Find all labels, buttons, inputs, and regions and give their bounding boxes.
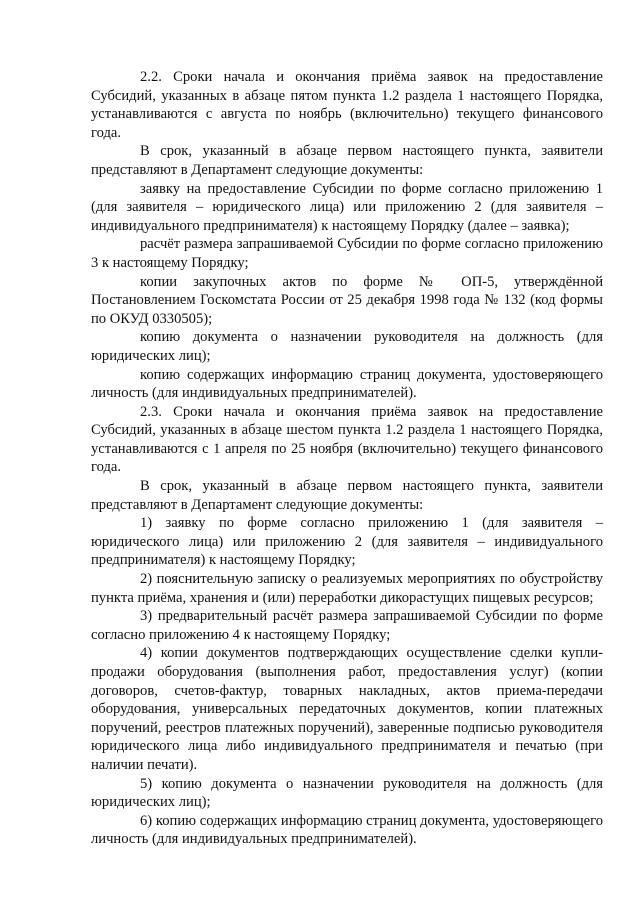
paragraph-application: заявку на предоставление Субсидии по форме согласно приложению 1 (для заявителя – юридического лица) или приложению 2 (для заявителя – индивидуального предпринимателя) к настоящему Порядку (далее – заявка); <box>91 180 603 234</box>
paragraph-purchase-acts: копии закупочных актов по форме № ОП-5, утверждённой Постановлением Госкомстата России от 25 декабря 1998 года № 132 (код формы по ОКУД 0330505); <box>91 273 603 327</box>
list-item-3: 3) предварительный расчёт размера запрашиваемой Субсидии по форме согласно приложению 4 к настоящему Порядку; <box>91 608 603 643</box>
paragraph-documents-intro-2: В срок, указанный в абзаце первом настоящего пункта, заявители представляют в Департамент следующие документы: <box>91 478 603 513</box>
list-item-1: 1) заявку по форме согласно приложению 1 (для заявителя – юридического лица) или приложению 2 (для заявителя – индивидуального предпринимателя) к настоящему Порядку; <box>91 515 603 569</box>
paragraph-appointment-copy: копию документа о назначении руководителя на должность (для юридических лиц); <box>91 329 603 364</box>
document-page <box>91 68 603 849</box>
paragraph-calculation: расчёт размера запрашиваемой Субсидии по форме согласно приложению 3 к настоящему Порядку; <box>91 236 603 271</box>
list-item-5: 5) копию документа о назначении руководителя на должность (для юридических лиц); <box>91 775 603 811</box>
list-item-6: 6) копию содержащих информацию страниц документа, удостоверяющего личность (для индивидуальных предпринимателей). <box>91 812 603 848</box>
paragraph-2-3: 2.3. Сроки начала и окончания приёма заявок на предоставление Субсидий, указанных в абзаце шестом пункта 1.2 раздела 1 настоящего Порядка, устанавливаются с 1 апреля по 25 ноября (включительно) текущего финансового года. <box>91 403 603 476</box>
list-item-2: 2) пояснительную записку о реализуемых мероприятиях по обустройству пункта приёма, хранения и (или) переработки дикорастущих пищевых ресурсов; <box>91 571 603 606</box>
list-item-4: 4) копии документов подтверждающих осуществление сделки купли-продажи оборудования (выполнения работ, предоставления услуг) (копии договоров, счетов-фактур, товарных накладных, актов приема-передачи оборудования, универсальных передаточных документов, копии платежных поручений, реестров платежных поручений), заверенные подписью руководителя юридического лица либо индивидуального предпринимателя и печатью (при наличии печати). <box>91 645 603 773</box>
paragraph-2-2: 2.2. Сроки начала и окончания приёма заявок на предоставление Субсидий, указанных в абзаце пятом пункта 1.2 раздела 1 настоящего Порядка, устанавливаются с августа по ноябрь (включительно) текущего финансового года. <box>91 69 603 141</box>
paragraph-identity-copy: копию содержащих информацию страниц документа, удостоверяющего личность (для индивидуальных предпринимателей). <box>91 366 603 402</box>
paragraph-documents-intro: В срок, указанный в абзаце первом настоящего пункта, заявители представляют в Департамент следующие документы: <box>91 143 603 178</box>
